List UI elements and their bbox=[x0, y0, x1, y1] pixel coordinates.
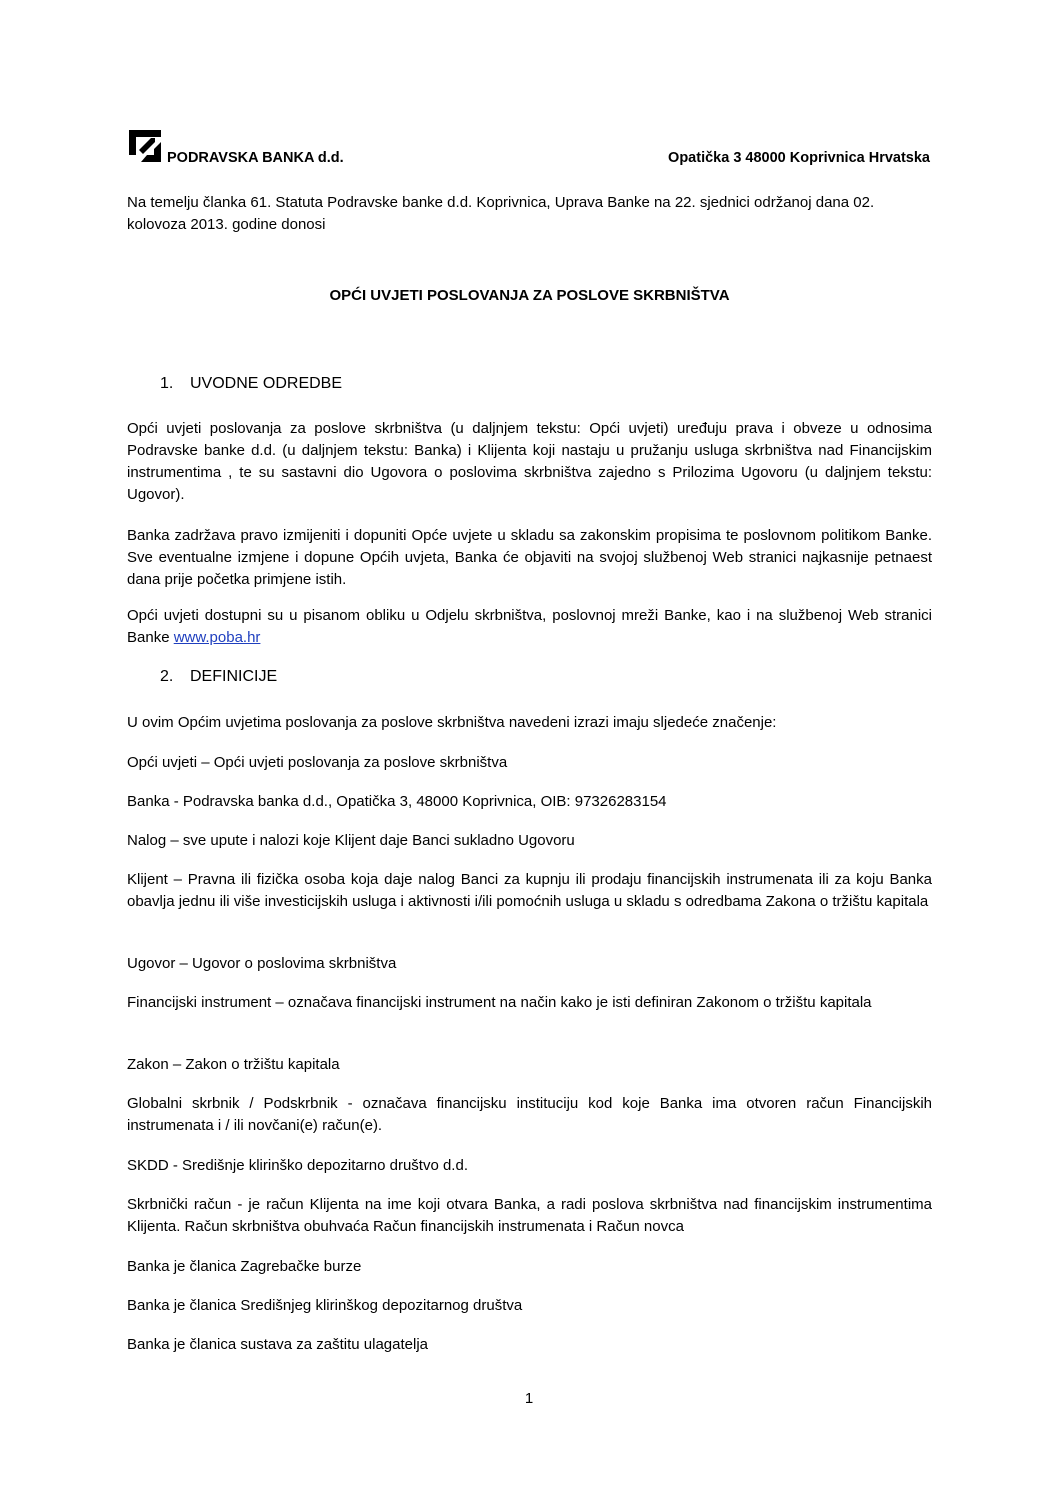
document-title: OPĆI UVJETI POSLOVANJA ZA POSLOVE SKRBNIŠTVA bbox=[329, 287, 730, 304]
website-link[interactable]: www.poba.hr bbox=[173, 629, 261, 646]
bank-logo-icon bbox=[127, 128, 163, 164]
paragraph: Banka zadržava pravo izmijeniti i dopuniti Opće uvjete u skladu sa zakonskim propisima te poslovnom politikom Banke. Sve eventualne izmjene i dopune Općih uvjeta, Banka će objaviti na svojoj službenoj Web stranici najkasnije petnaest dana prije početka primjene istih. bbox=[127, 527, 932, 588]
bank-address: Opatička 3 48000 Koprivnica Hrvatska bbox=[668, 150, 930, 166]
bank-name: PODRAVSKA BANKA d.d. bbox=[167, 150, 344, 166]
definition-item: Nalog – sve upute i nalozi koje Klijent daje Banci sukladno Ugovoru bbox=[127, 832, 575, 849]
section-title: DEFINICIJE bbox=[190, 668, 278, 685]
availability-text: Opći uvjeti dostupni su u pisanom obliku u Odjelu skrbništva, poslovnoj mreži Banke, kao i na službenoj Web stranici Banke bbox=[127, 607, 932, 646]
intro-line-2: kolovoza 2013. godine donosi bbox=[127, 216, 326, 233]
section-number: 2. bbox=[160, 668, 174, 685]
section-number: 1. bbox=[160, 375, 174, 392]
intro-line-1: Na temelju članka 61. Statuta Podravske banke d.d. Koprivnica, Uprava Banke na 22. sjednici održanoj dana 02. bbox=[127, 194, 875, 211]
definition-item: Banka je članica sustava za zaštitu ulagatelja bbox=[127, 1336, 429, 1353]
definition-item: Zakon – Zakon o tržištu kapitala bbox=[127, 1056, 340, 1073]
letterhead bbox=[127, 128, 930, 168]
definition-item: Banka je članica Središnjeg klirinškog depozitarnog društva bbox=[127, 1297, 523, 1314]
paragraph: Opći uvjeti poslovanja za poslove skrbništva (u daljnjem tekstu: Opći uvjeti) uređuju prava i obveze u odnosima Podravske banke d.d. (u daljnjem tekstu: Banka) i Klijenta koji nastaju u pružanju usluga skrbništva nad Financijskim instrumentima , te su sastavni dio Ugovora o poslovima skrbništva zajedno s Prilozima Ugovoru (u daljnjem tekstu: Ugovor). bbox=[127, 420, 932, 503]
section-title: UVODNE ODREDBE bbox=[190, 375, 343, 392]
definition-item: Ugovor – Ugovor o poslovima skrbništva bbox=[127, 955, 397, 972]
definition-item: Banka je članica Zagrebačke burze bbox=[127, 1258, 362, 1275]
section-heading-2 bbox=[160, 666, 277, 688]
section-heading-1 bbox=[160, 373, 342, 395]
definition-item: Financijski instrument – označava financijski instrument na način kako je isti definiran Zakonom o tržištu kapitala bbox=[127, 994, 872, 1011]
paragraph-availability bbox=[127, 605, 932, 649]
definition-item: Globalni skrbnik / Podskrbnik - označava financijsku instituciju kod koje Banka ima otvoren račun Financijskih instrumenata i / ili novčani(e) račun(e). bbox=[127, 1095, 932, 1134]
definition-item: Banka - Podravska banka d.d., Opatička 3, 48000 Koprivnica, OIB: 97326283154 bbox=[127, 793, 667, 810]
definition-item: Klijent – Pravna ili fizička osoba koja daje nalog Banci za kupnju ili prodaju financijskih instrumenata ili za koju Banka obavlja jednu ili više investicijskih usluga i aktivnosti i/ili pomoćnih usluga u skladu s odredbama Zakona o tržištu kapitala bbox=[127, 871, 932, 910]
definition-item: Skrbnički račun - je račun Klijenta na ime koji otvara Banka, a radi poslova skrbništva nad financijskim instrumentima Klijenta. Račun skrbništva obuhvaća Račun financijskih instrumenata i Račun novca bbox=[127, 1196, 932, 1235]
definition-item: Opći uvjeti – Opći uvjeti poslovanja za poslove skrbništva bbox=[127, 754, 508, 771]
definition-item: SKDD - Središnje klirinško depozitarno društvo d.d. bbox=[127, 1157, 468, 1174]
definitions-lead: U ovim Općim uvjetima poslovanja za poslove skrbništva navedeni izrazi imaju sljedeće značenje: bbox=[127, 714, 777, 731]
page-number: 1 bbox=[524, 1390, 534, 1407]
